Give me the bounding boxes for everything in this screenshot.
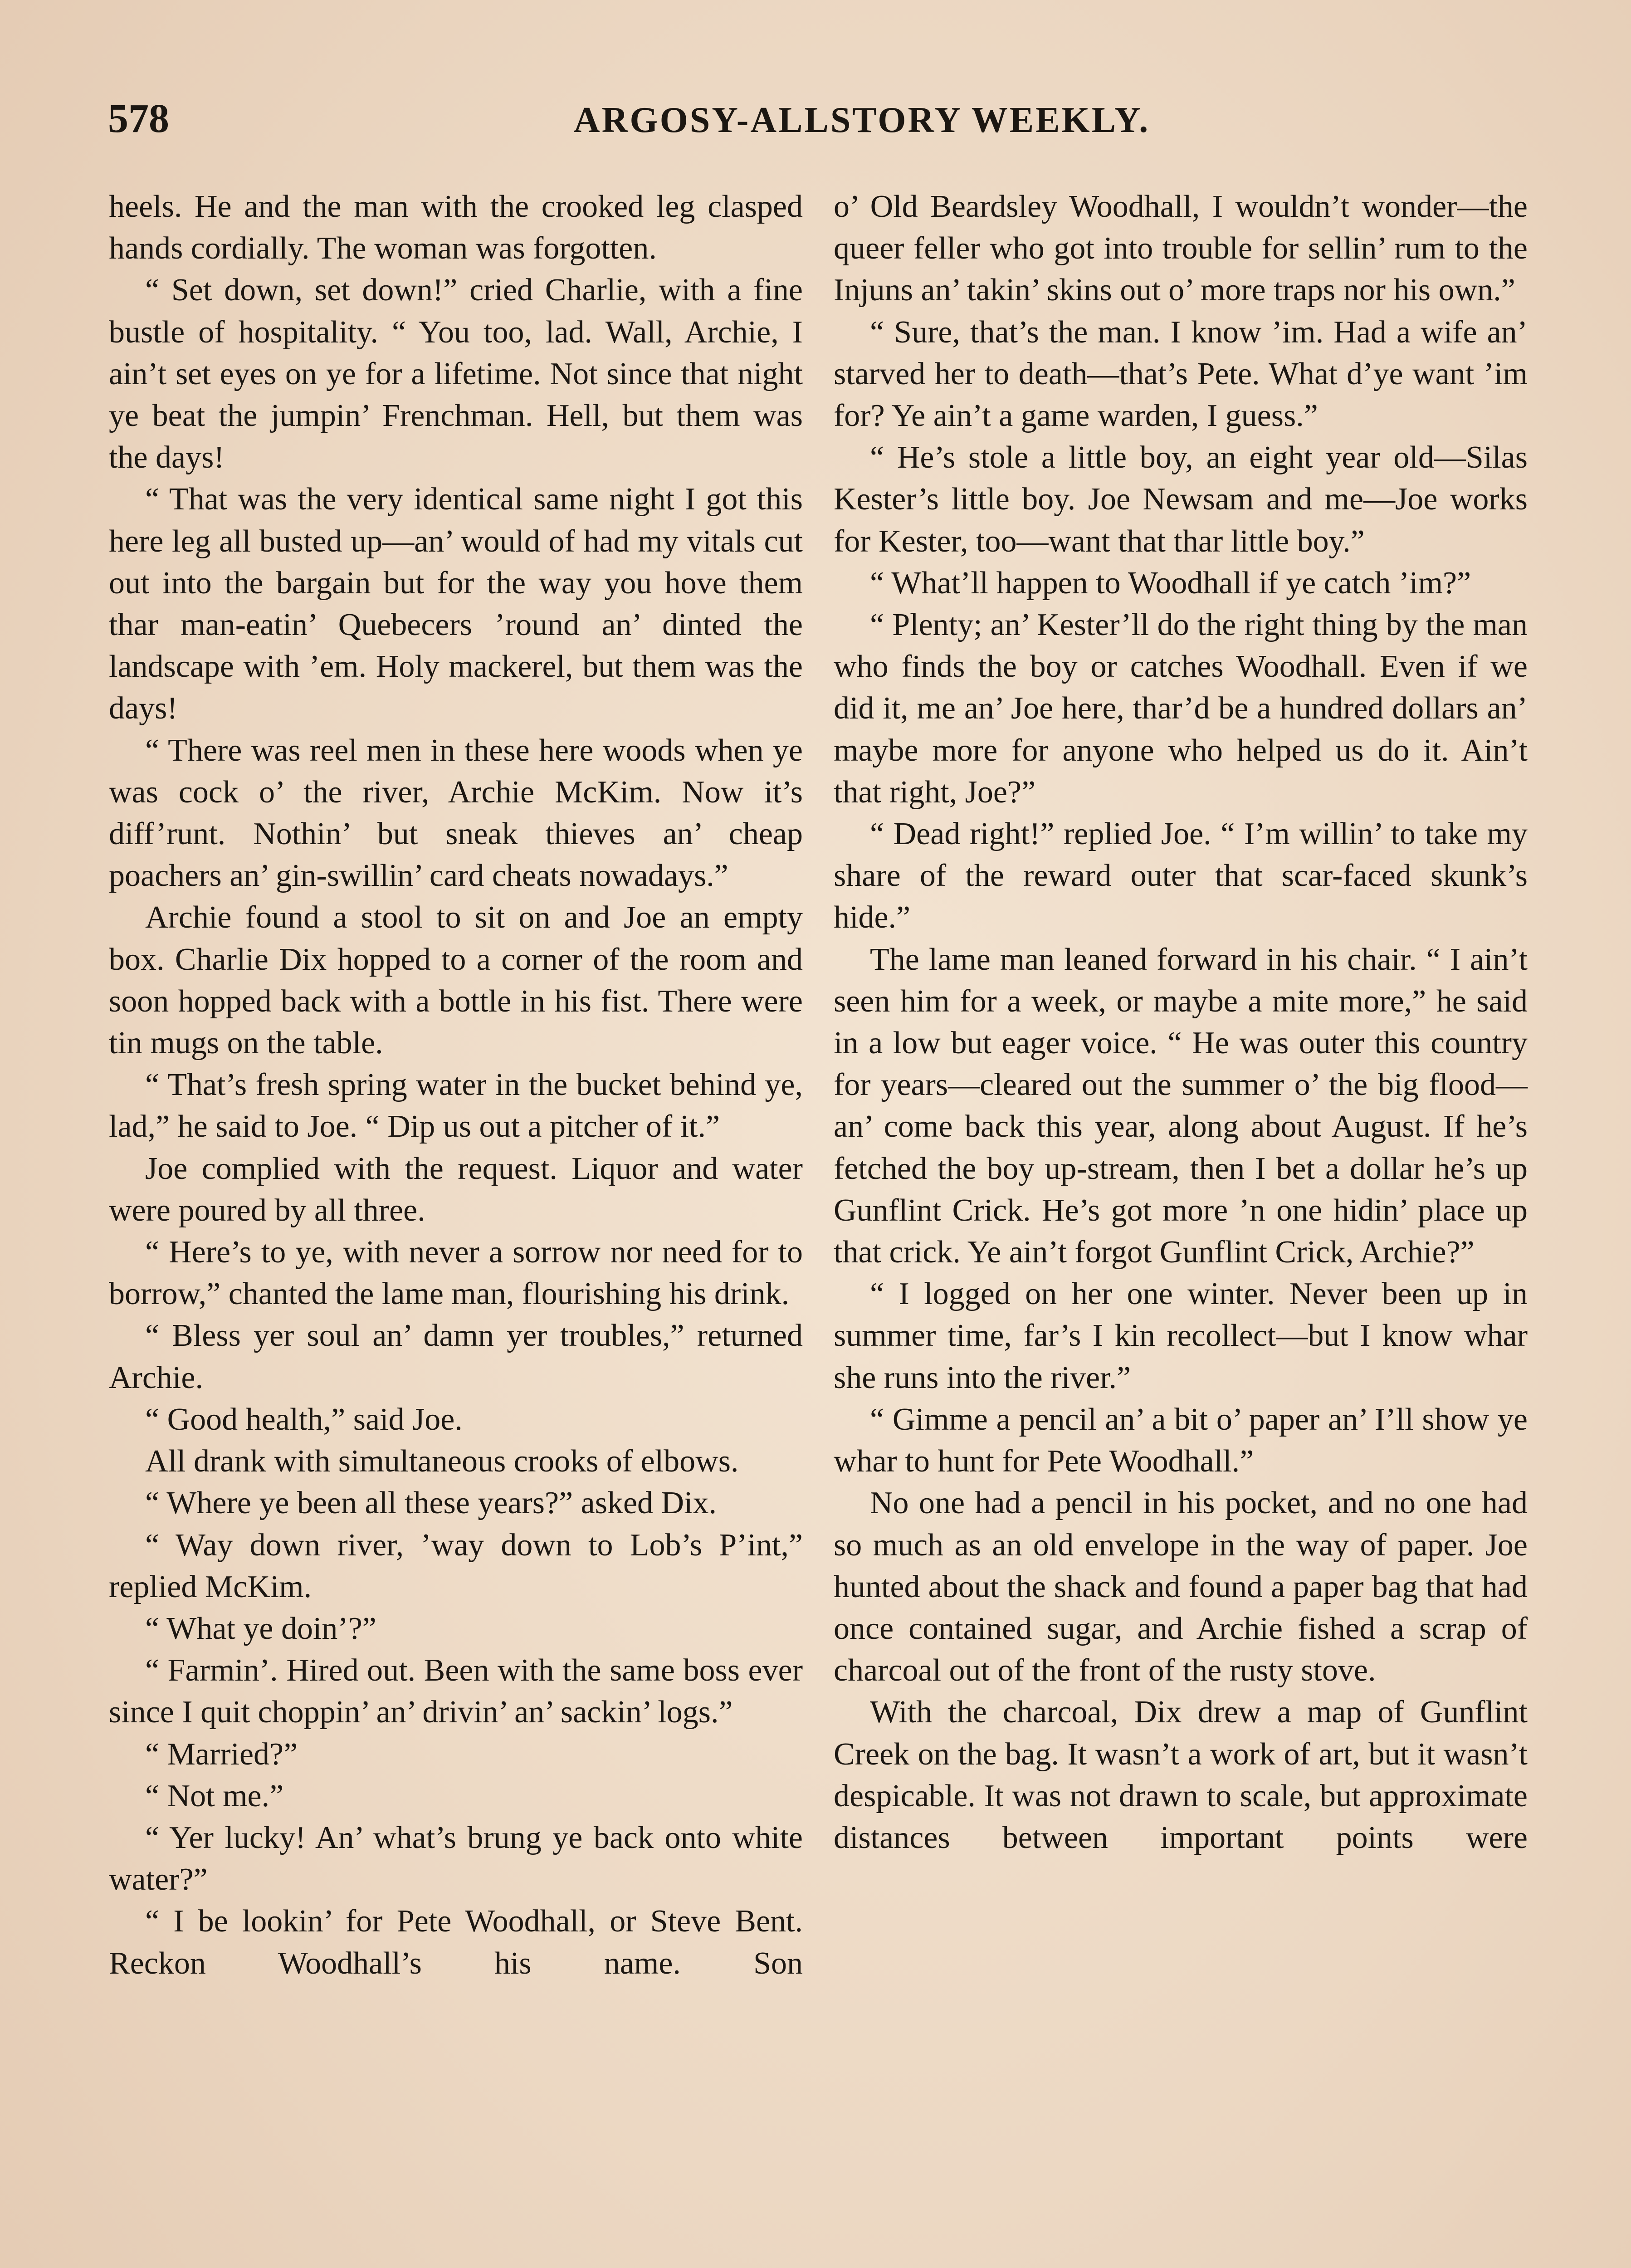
paragraph: “ Bless yer soul an’ damn yer troubles,” returned Archie. xyxy=(109,1318,803,1395)
paragraph: “ Set down, set down!” cried Charlie, with a fine bustle of hospitality. “ You too, lad. Wall, Archie, I ain’t set eyes on ye for a lifetime. Not since that night ye beat the jumpin’ Frenchman. Hell, but them was the days! xyxy=(109,273,803,475)
paragraph: “ There was reel men in these here woods when ye was cock o’ the river, Archie McKim. Now it’s diff’runt. Nothin’ but sneak thieves an’ cheap poachers an’ gin-swillin’ card cheats nowadays.” xyxy=(109,733,803,894)
paragraph: “ Not me.” xyxy=(145,1778,284,1813)
right-column xyxy=(834,186,1528,1859)
paragraph: “ What’ll happen to Woodhall if ye catch ’im?” xyxy=(870,565,1471,601)
paragraph: “ That was the very identical same night I got this here leg all busted up—an’ would of had my vitals cut out into the bargain but for the way you hove them thar man-eatin’ Quebecers ’round an’ dinted the landscape with ’em. Holy mackerel, but them was the days! xyxy=(109,482,803,726)
paragraph: “ Plenty; an’ Kester’ll do the right thing by the man who finds the boy or catches Woodhall. Even if we did it, me an’ Joe here, thar’d be a hundred dollars an’ maybe more for anyone who helped us do it. Ain’t that right, Joe?” xyxy=(834,607,1528,810)
paragraph: “ I be lookin’ for Pete Woodhall, or Steve Bent. Reckon Woodhall’s his name. Son xyxy=(109,1904,803,1981)
paragraph: “ He’s stole a little boy, an eight year old—Silas Kester’s little boy. Joe Newsam and me—Joe works for Kester, too—want that thar little boy.” xyxy=(834,440,1528,559)
paragraph: With the charcoal, Dix drew a map of Gunflint Creek on the bag. It wasn’t a work of art, but it wasn’t despicable. It was not drawn to scale, but approximate distances between important points were xyxy=(834,1695,1528,1855)
paragraph: o’ Old Beardsley Woodhall, I wouldn’t wonder—the queer feller who got into trouble for sellin’ rum to the Injuns an’ takin’ skins out o’ more traps nor his own.” xyxy=(834,189,1528,308)
paragraph: “ What ye doin’?” xyxy=(145,1611,376,1646)
left-column xyxy=(109,186,803,1984)
paragraph: “ Gimme a pencil an’ a bit o’ paper an’ I’ll show ye whar to hunt for Pete Woodhall.” xyxy=(834,1402,1528,1479)
paragraph: Archie found a stool to sit on and Joe an empty box. Charlie Dix hopped to a corner of the room and soon hopped back with a bottle in his fist. There were tin mugs on the table. xyxy=(109,900,803,1061)
paragraph: “ Here’s to ye, with never a sorrow nor need for to borrow,” chanted the lame man, flourishing his drink. xyxy=(109,1235,803,1312)
paragraph: “ I logged on her one winter. Never been up in summer time, far’s I kin recollect—but I know whar she runs into the river.” xyxy=(834,1276,1528,1395)
paragraph: “ Married?” xyxy=(145,1736,298,1772)
paragraph: “ Yer lucky! An’ what’s brung ye back onto white water?” xyxy=(109,1820,803,1897)
paragraph: Joe complied with the request. Liquor and water were poured by all three. xyxy=(109,1151,803,1228)
paragraph: heels. He and the man with the crooked leg clasped hands cordially. The woman was forgotten. xyxy=(109,189,803,266)
paragraph: “ Way down river, ’way down to Lob’s P’int,” replied McKim. xyxy=(109,1527,803,1604)
page-number: 578 xyxy=(108,96,169,141)
paragraph: “ Sure, that’s the man. I know ’im. Had a wife an’ starved her to death—that’s Pete. What d’ye want ’im for? Ye ain’t a game warden, I guess.” xyxy=(834,314,1528,434)
paragraph: “ Good health,” said Joe. xyxy=(145,1402,463,1437)
paragraph: “ That’s fresh spring water in the bucket behind ye, lad,” he said to Joe. “ Dip us out a pitcher of it.” xyxy=(109,1067,803,1144)
paragraph: “ Farmin’. Hired out. Been with the same boss ever since I quit choppin’ an’ drivin’ an’ sackin’ logs.” xyxy=(109,1653,803,1730)
paragraph: The lame man leaned forward in his chair. “ I ain’t seen him for a week, or maybe a mite more,” he said in a low but eager voice. “ He was outer this country for years—cleared out the summer o’ the big flood—an’ come back this year, along about August. If he’s fetched the boy up-stream, then I bet a dollar he’s up Gunflint Crick. He’s got more ’n one hidin’ place up that crick. Ye ain’t forgot Gunflint Crick, Archie?” xyxy=(834,942,1528,1270)
running-title: ARGOSY-ALLSTORY WEEKLY. xyxy=(573,100,1150,140)
paragraph: “ Dead right!” replied Joe. “ I’m willin’ to take my share of the reward outer that scar-faced skunk’s hide.” xyxy=(834,816,1528,935)
paragraph: No one had a pencil in his pocket, and no one had so much as an old envelope in the way of paper. Joe hunted about the shack and found a paper bag that had once contained sugar, and Archie fished a scrap of charcoal out of the front of the rusty stove. xyxy=(834,1486,1528,1688)
paragraph: “ Where ye been all these years?” asked Dix. xyxy=(145,1486,717,1521)
paragraph: All drank with simultaneous crooks of elbows. xyxy=(145,1444,739,1479)
